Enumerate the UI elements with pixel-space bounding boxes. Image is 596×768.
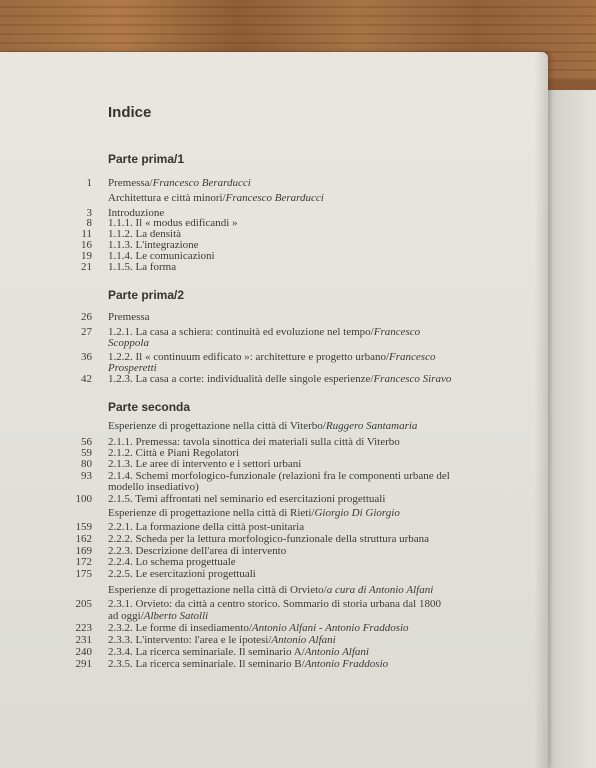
page-number: 159 <box>75 521 92 533</box>
entry-text: 2.3.5. La ricerca seminariale. Il seminario B/ <box>108 658 305 670</box>
entry-title <box>108 569 256 580</box>
entry-text: 2.2.4. Lo schema progettuale <box>108 556 236 568</box>
page-number: 80 <box>81 458 92 470</box>
page-number: 59 <box>81 447 92 459</box>
page-number: 223 <box>75 622 92 634</box>
entry-text: 2.2.2. Scheda per la lettura morfologico-funzionale della struttura urbana <box>108 533 430 545</box>
page-number: 26 <box>81 311 92 323</box>
page-gutter-shadow <box>534 52 548 768</box>
entry-title <box>108 494 385 505</box>
entry-author: Francesco Siravo <box>373 373 452 385</box>
entry-text: 2.3.3. L'intervento: l'area e le ipotesi/ <box>108 634 272 646</box>
page-number: 11 <box>81 228 92 240</box>
entry-text: 2.1.2. Città e Piani Regolatori <box>108 447 240 459</box>
entry-text: 1.1.2. La densità <box>108 228 182 240</box>
page-number: 240 <box>75 646 92 658</box>
entry-text: 2.2.3. Descrizione dell'area di intervento <box>108 545 287 557</box>
page-number: 162 <box>75 533 92 545</box>
entry-title <box>108 508 400 519</box>
entry-text: 2.2.5. Le esercitazioni progettuali <box>108 568 256 580</box>
entry-author: Giorgio Di Giorgio <box>314 507 400 519</box>
page-number: 169 <box>75 545 92 557</box>
entry-text: modello insediativo) <box>108 481 199 493</box>
page-number: 19 <box>81 250 92 262</box>
entry-title <box>108 635 336 646</box>
entry-text: Architettura e città minori/ <box>108 192 226 204</box>
entry-title <box>108 647 369 658</box>
entry-text: 1.1.5. La forma <box>108 261 177 273</box>
page-number: 1 <box>86 177 92 189</box>
entry-text: ad oggi/ <box>108 610 144 622</box>
entry-title <box>108 585 433 596</box>
entry-title <box>108 482 199 493</box>
entry-author: Antonio Alfani <box>271 634 336 646</box>
entry-author: Francesco Berarducci <box>152 177 251 189</box>
entry-title <box>108 338 149 349</box>
entry-title <box>108 557 236 568</box>
entry-title <box>108 534 429 545</box>
entry-author: Antonio Fraddosio <box>304 658 389 670</box>
facing-page <box>548 90 596 768</box>
page-number: 8 <box>86 217 92 229</box>
entry-text: 2.1.3. Le aree di intervento e i settori urbani <box>108 458 302 470</box>
entry-title <box>108 193 324 204</box>
entry-text: 2.1.4. Schemi morfologico-funzionale (relazioni fra le componenti urbane del <box>108 470 450 482</box>
entry-author: Francesco <box>373 326 421 338</box>
entry-title <box>108 611 208 622</box>
entry-title <box>108 623 409 634</box>
entry-text: 2.3.2. Le forme di insediamento/ <box>108 622 252 634</box>
entry-title <box>108 352 435 363</box>
entry-author: a cura di Antonio Alfani <box>326 584 434 596</box>
entry-text: 1.2.1. La casa a schiera: continuità ed evoluzione nel tempo/ <box>108 326 374 338</box>
entry-author: Antonio Alfani - Antonio Fraddosio <box>251 622 409 634</box>
page-number: 93 <box>81 470 92 482</box>
entry-author: Antonio Alfani <box>304 646 369 658</box>
page-number: 42 <box>81 373 92 385</box>
entry-author: Scoppola <box>108 337 149 349</box>
entry-author: Ruggero Santamaria <box>325 420 418 432</box>
entry-author: Francesco <box>389 351 436 363</box>
entry-text: 2.3.1. Orvieto: da città a centro storico. Sommario di storia urbana dal 1800 <box>108 598 441 610</box>
page-number: 56 <box>81 436 92 448</box>
entry-title <box>108 659 388 670</box>
entry-text: 2.3.4. La ricerca seminariale. Il seminario A/ <box>108 646 305 658</box>
entry-text: Premessa/ <box>108 177 153 189</box>
entry-text: 1.1.1. Il « modus edificandi » <box>108 217 238 229</box>
entry-text: Premessa <box>108 311 150 323</box>
part-heading-3: Parte seconda <box>108 400 191 414</box>
entry-author: Francesco Berarducci <box>225 192 324 204</box>
entry-title <box>108 178 251 189</box>
entry-text: 1.2.2. Il « continuum edificato »: architetture e progetto urbano/ <box>108 351 390 363</box>
entry-title <box>108 312 150 323</box>
entry-title <box>108 599 441 610</box>
page-number: 172 <box>75 556 92 568</box>
index-title: Indice <box>108 104 152 121</box>
entry-text: 1.1.3. L'integrazione <box>108 239 199 251</box>
page-number: 291 <box>75 658 92 670</box>
page-number: 205 <box>75 598 92 610</box>
entry-author: Prosperetti <box>108 362 157 374</box>
page-number: 175 <box>75 568 92 580</box>
page-number: 27 <box>81 326 92 338</box>
entry-text: Introduzione <box>108 207 165 219</box>
entry-title <box>108 327 420 338</box>
entry-text: Esperienze di progettazione nella città di Viterbo/ <box>108 420 326 432</box>
entry-title <box>108 459 301 470</box>
page-number: 16 <box>81 239 92 251</box>
entry-text: Esperienze di progettazione nella città di Rieti/ <box>108 507 315 519</box>
entry-text: 2.1.5. Temi affrontati nel seminario ed esercitazioni progettuali <box>108 493 386 505</box>
page-number: 100 <box>75 493 92 505</box>
entry-text: 2.2.1. La formazione della città post-unitaria <box>108 521 305 533</box>
entry-author: Alberto Satolli <box>143 610 209 622</box>
entry-title <box>108 262 176 273</box>
entry-title <box>108 421 417 432</box>
page-number: 21 <box>81 261 92 273</box>
page-number: 231 <box>75 634 92 646</box>
entry-title <box>108 374 451 385</box>
entry-text: 1.2.3. La casa a corte: individualità delle singole esperienze/ <box>108 373 374 385</box>
entry-title <box>108 522 304 533</box>
entry-text: 2.1.1. Premessa: tavola sinottica dei materiali sulla città di Viterbo <box>108 436 400 448</box>
part-heading-2: Parte prima/2 <box>108 288 185 302</box>
entry-text: Esperienze di progettazione nella città di Orvieto/ <box>108 584 327 596</box>
page-number: 36 <box>81 351 92 363</box>
page-number: 3 <box>86 207 92 219</box>
entry-text: 1.1.4. Le comunicazioni <box>108 250 215 262</box>
part-heading-1: Parte prima/1 <box>108 152 185 166</box>
